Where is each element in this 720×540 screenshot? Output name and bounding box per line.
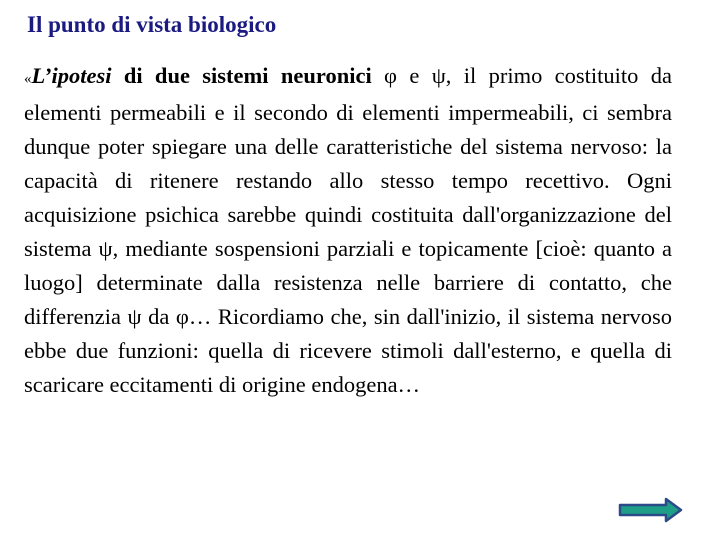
quote-text-5: … Ricordiamo che, sin dall'inizio, il sistema nervoso ebbe due funzioni: quella di ricevere stimoli dall'esterno, e quella di scaricare eccitamenti di origine endogena… <box>24 304 672 397</box>
quote-text-1: e <box>397 63 432 88</box>
phi-symbol: φ <box>384 63 398 88</box>
phi-symbol: φ <box>175 304 189 329</box>
page-title: Il punto di vista biologico <box>27 12 277 37</box>
quote-lead-italic: L’ipotesi <box>31 63 112 88</box>
psi-symbol: ψ <box>127 304 142 329</box>
open-quote-mark: « <box>24 71 32 87</box>
psi-symbol: ψ <box>431 63 446 88</box>
quote-text-2: , il primo costituito da elementi permeabili e il secondo di elementi impermeabili, ci sembra dunque poter spiegare una delle caratteristiche del sistema nervoso: la capacità di ritenere restando allo stesso tempo recettivo. Ogni acquisizione psichica sarebbe quindi costituita dall'organizzazione del sistema <box>24 63 672 261</box>
quote-text-4: da <box>141 304 176 329</box>
quote-text-3: , mediante sospensioni parziali e topicamente [cioè: quanto a luogo] determinate dalla resistenza nelle barriere di contatto, che differenzia <box>24 236 672 329</box>
psi-symbol: ψ <box>98 236 113 261</box>
quote-paragraph <box>24 59 672 402</box>
quote-lead-bold: di due sistemi neuronici <box>111 63 385 88</box>
next-slide-button[interactable] <box>618 497 684 523</box>
right-arrow-icon <box>618 497 684 523</box>
